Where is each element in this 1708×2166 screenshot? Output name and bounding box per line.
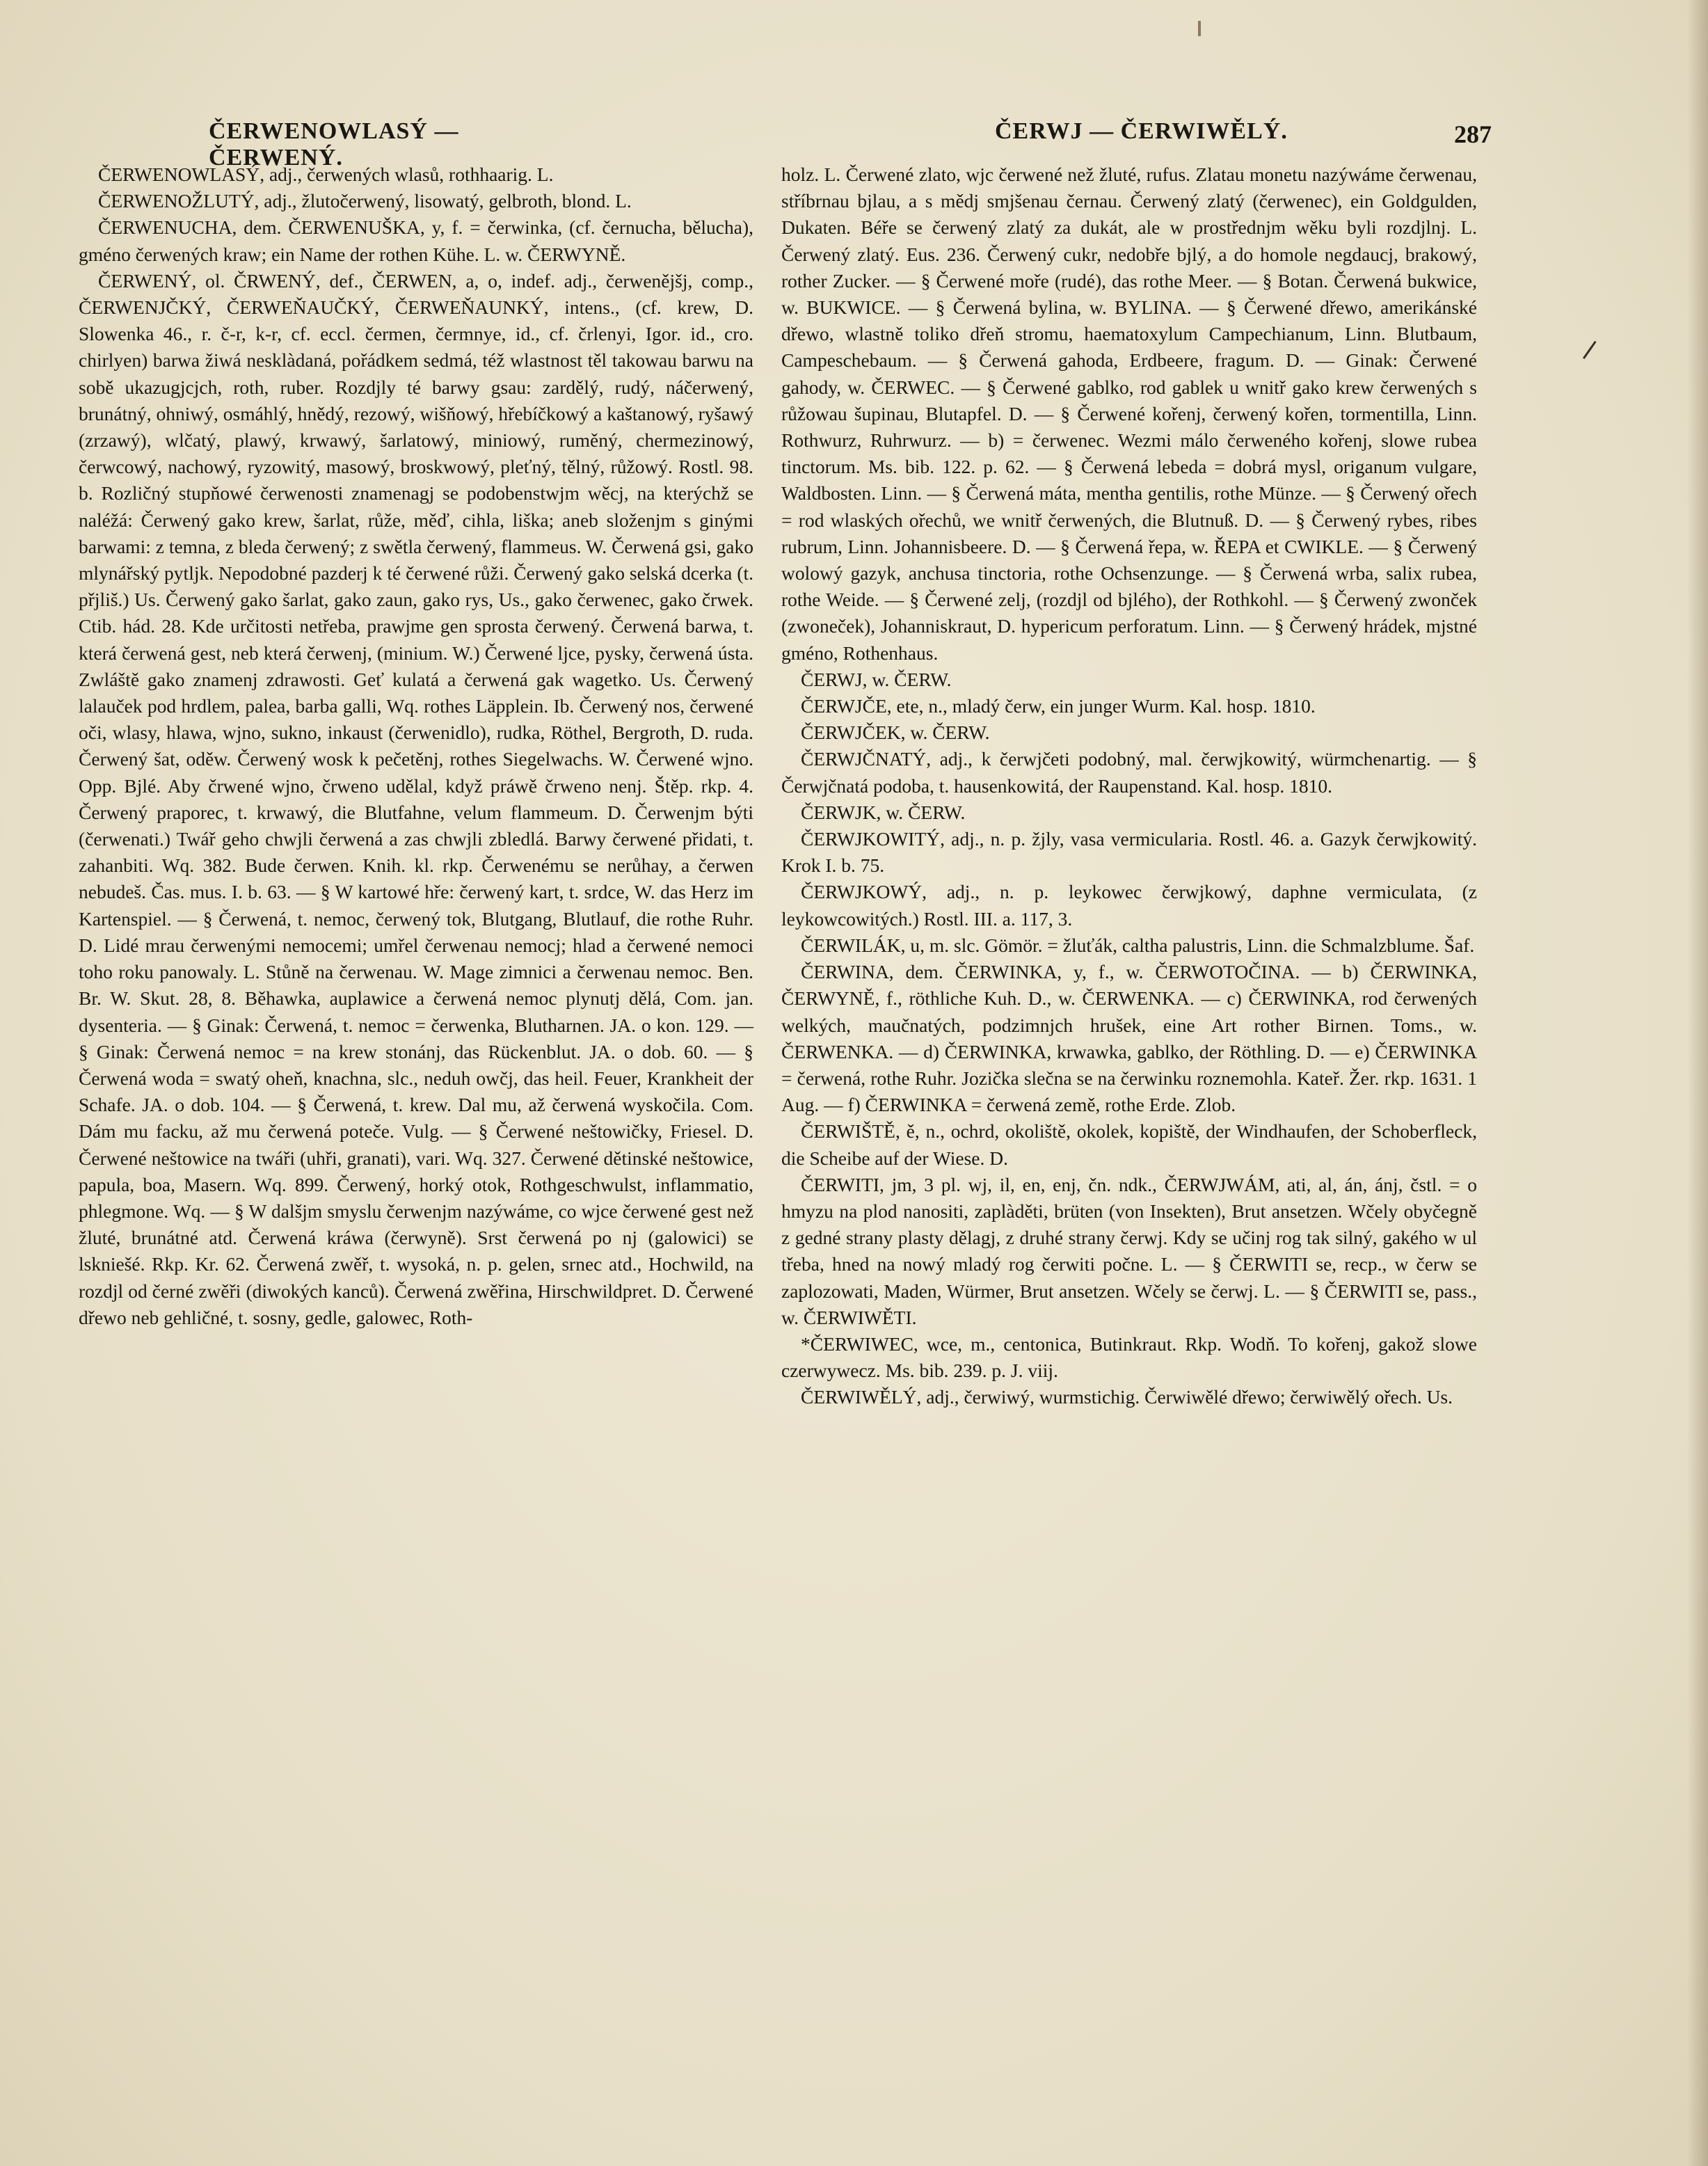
running-header-right: ČERWJ — ČERWIWĚLÝ. bbox=[995, 118, 1288, 144]
entry: ČERWENOŽLUTÝ, adj., žlutočerwený, lisowatý, gelbroth, blond. L. bbox=[98, 190, 632, 212]
running-header-left: ČERWENOWLASÝ — ČERWENÝ. bbox=[209, 118, 459, 170]
entry: ČERWINA, dem. ČERWINKA, y, f., w. ČERWOTOČINA. — b) ČERWINKA, ČERWYNĚ, f., röthliche Kuh. D., w. ČERWENKA. — c) ČERWINKA, rod čerwených welkých, maučnatých, podzimnjch hrušek, eine Art rother Birnen. Toms., w. ČERWENKA. — d) ČERWINKA, krwawka, gablko, der Röthling. D. — e) ČERWINKA = čerwená, rothe Ruhr. Jozička slečna se na čerwinku roznemohla. Kateř. Žer. rkp. 1631. 1 Aug. — f) ČERWINKA = čerwená země, rothe Erde. Zlob. bbox=[781, 961, 1477, 1116]
page-edge-shadow bbox=[1687, 0, 1708, 2166]
left-column bbox=[79, 161, 753, 1331]
entry: ČERWITI, jm, 3 pl. wj, il, en, enj, čn. ndk., ČERWJWÁM, ati, al, án, ánj, čstl. = o hmyzu na plod nanositi, zaplàděti, brüten (von Insekten), Brut ansetzen. Wčely obyčegně z gedné strany plasty dělagj, z druhé strany čerwj. Kdy se učinj rog tak silný, gakého w ul třeba, hned na nowý mladý rog čerwiti počne. L. — § ČERWITI se, recp., w čerw se zaplozowati, Maden, Würmer, Brut ansetzen. Wčely se čerwj. L. — § ČERWITI se, pass., w. ČERWIWĚTI. bbox=[781, 1173, 1477, 1328]
entry: ČERWJČEK, w. ČERW. bbox=[801, 722, 990, 744]
page-number: 287 bbox=[1454, 120, 1492, 148]
entry: ČERWJČNATÝ, adj., k čerwjčeti podobný, mal. čerwjkowitý, würmchenartig. — § Čerwjčnatá podoba, t. hausenkowitá, der Raupenstand. Kal. hosp. 1810. bbox=[781, 748, 1477, 797]
print-mark bbox=[1198, 21, 1201, 36]
right-column bbox=[781, 161, 1477, 1411]
entry: ČERWIWĚLÝ, adj., čerwiwý, wurmstichig. Čerwiwělé dřewo; čerwiwělý ořech. Us. bbox=[801, 1386, 1453, 1408]
entry: ČERWENÝ, ol. ČRWENÝ, def., ČERWEN, a, o, indef. adj., čerwenějšj, comp., ČERWENJČKÝ, ČERWEŇAUČKÝ, ČERWEŇAUNKÝ, intens., (cf. krew, D. Slowenka 46., r. č-r, k-r, cf. eccl. čermen, čermnye, id., cf. črlenyi, Igor. id., cro. chirlyen) barwa žiwá nesklàdaná, pořádkem sedmá, též wlastnost těl takowau barwu na sobě ukazugjcjch, roth, ruber. Rozdjly té barwy gsau: zardělý, rudý, náčerwený, brunátný, ohniwý, osmáhlý, hnědý, rezowý, wišňowý, hřebíčkowý a kaštanowý, ryšawý (zrzawý), wlčatý, plawý, krwawý, šarlatowý, miniowý, ruměný, chermezinowý, čerwcowý, nachowý, ryzowitý, masowý, broskwowý, pleťný, tělný, růžowý. Rostl. 98. b. Rozličný stupňowé čerwenosti znamenagj se podobenstwjm wěcj, na kterýchž se naléžá: Čerwený gako krew, šarlat, růže, měď, cihla, liška; aneb složenjm s ginými barwami: z temna, z bleda čerwený; z swětla čerwený, flammeus. W. Čerwená gsi, gako mlynářský pytljk. Nepodobné pazderj k té čerwené růži. Čerwený gako selská dcerka (t. přjliš.) Us. Čerwený gako šarlat, gako zaun, gako rys, Us., gako čerwenec, gako črwek. Ctib. hád. 28. Kde určitosti netřeba, prawjme gen sprosta čerwený. Čerwená barwa, t. která čerwená gest, neb která čerwenj, (minium. W.) Čerwené ljce, pysky, čerwená ústa. Zwláště gako znamenj zdrawosti. Geť kulatá a čerwená gak wagetko. Us. Čerwený lalauček pod hrdlem, palea, barba galli, Wq. rothes Läpplein. Ib. Čerwený nos, čerwené oči, wlasy, hlawa, wjno, sukno, inkaust (čerwenidlo), rudka, Röthel, Bergroth, D. ruda. Čerwený šat, oděw. Čerwený wosk k pečetěnj, rothes Siegelwachs. W. Čerwené wjno. Opp. Bjlé. Aby črwené wjno, črweno udělal, když práwě črweno nenj. Štěp. rkp. 4. Čerwený praporec, t. krwawý, die Blutfahne, velum flammeum. D. Čerwenjm býti (čerwenati.) Twář geho chwjli čerwená a zas chwjli zbledlá. Barwy čerwené přidati, t. zahanbiti. Wq. 382. Bude čerwen. Knih. kl. rkp. Čerwenému se nerůhay, a čerwen nebudeš. Čas. mus. I. b. 63. — § W kartowé hře: čerwený kart, t. srdce, W. das Herz im Kartenspiel. — § Čerwená, t. nemoc, čerwený tok, Blutgang, Blutlauf, die rothe Ruhr. D. Lidé mrau čerwenými nemocemi; umřel čerwenau nemocj; hlad a čerwené nemoci toho roku panowaly. L. Stůně na čerwenau. W. Mage zimnici a čerwenau nemoc. Ben. Br. W. Skut. 28, 8. Běhawka, auplawice a čerwená nemoc plynutj dělá, Com. jan. dysenteria. — § Ginak: Čerwená, t. nemoc = čerwenka, Blutharnen. JA. o kon. 129. — § Ginak: Čerwená nemoc = na krew stonánj, das Rückenblut. JA. o dob. 60. — § Čerwená woda = swatý oheň, knachna, slc., neduh owčj, das heil. Feuer, Krankheit der Schafe. JA. o dob. 104. — § Čerwená, t. krew. Dal mu, až čerwená wyskočila. Com. Dám mu facku, až mu čerwená poteče. Vulg. — § Čerwené neštowičky, Friesel. D. Čerwené neštowice na twáři (uhři, granati), vari. Wq. 327. Čerwené dětinské neštowice, papula, boa, Masern. Wq. 899. Čerwený, horký otok, Rothgeschwulst, inflammatio, phlegmone. Wq. — § W dalšjm smyslu čerwenjm nazýwáme, co wjce čerwené gest než žluté, brunátné atd. Čerwená kráwa (čerwyně). Srst čerwená po nj (galowici) se lskniešé. Rkp. Kr. 62. Čerwená zwěř, t. wysoká, n. p. gelen, srnec atd., Hochwild, na rozdjl od černé zwěři (diwokých kanců). Čerwená zwěřina, Hirschwildpret. D. Čerwené dřewo neb gehličné, t. sosny, gedle, galowec, Roth- bbox=[79, 269, 753, 1328]
entry: ČERWENOWLASÝ, adj., čerwených wlasů, rothhaarig. L. bbox=[98, 164, 554, 185]
entry: ČERWJ, w. ČERW. bbox=[801, 668, 952, 690]
entry: ČERWJKOWITÝ, adj., n. p. žjly, vasa vermicularia. Rostl. 46. a. Gazyk čerwjkowitý. Krok I. b. 75. bbox=[781, 828, 1477, 877]
entry: ČERWIŠTĚ, ě, n., ochrd, okoliště, okolek, kopiště, der Windhaufen, der Schoberfleck, die Scheibe auf der Wiese. D. bbox=[781, 1120, 1477, 1169]
entry: ČERWJK, w. ČERW. bbox=[801, 801, 966, 823]
entry: *ČERWIWEC, wce, m., centonica, Butinkraut. Rkp. Wodň. To kořenj, gakož slowe czerwywecz. Ms. bib. 239. p. J. viij. bbox=[781, 1332, 1477, 1382]
entry-continuation: holz. L. Čerwené zlato, wjc čerwené než žluté, rufus. Zlatau monetu nazýwáme čerwenau, stříbrnau bjlau, a s mědj smjšenau černau. Čerwený zlatý (čerwenec), ein Goldgulden, Dukaten. Béře se čerwený zlatý za dukát, ale w prostřednjm wěku byli rozdjlnj. L. Čerwený zlatý. Eus. 236. Čerwený cukr, nedobře bjlý, a do homole negdaucj, brakowý, rother Zucker. — § Čerwené moře (rudé), das rothe Meer. — § Botan. Čerwená bukwice, w. BUKWICE. — § Čerwená bylina, w. BYLINA. — § Čerwené dřewo, amerikánské dřewo, wlastně toliko dřeň stromu, haematoxylum Campechianum, Linn. Blutbaum, Campeschebaum. — § Čerwená gahoda, Erdbeere, fragum. D. — Ginak: Čerwené gahody, w. ČERWEC. — § Čerwené gablko, rod gablek u wnitř gako krew čerwených s růžowau šupinau, Blutapfel. D. — § Čerwené kořenj, čerwený kořen, tormentilla, Linn. Rothwurz, Ruhrwurz. — b) = čerwenec. Wezmi málo čerweného kořenj, slowe rubea tinctorum. Ms. bib. 122. p. 62. — § Čerwená lebeda = dobrá mysl, origanum vulgare, Waldbosten. Linn. — § Čerwená máta, mentha gentilis, rothe Münze. — § Čerwený ořech = rod wlaských ořechů, we wnitř čerwených, die Blutnuß. D. — § Čerwený rybes, ribes rubrum, Linn. Johannisbeere. D. — § Čerwená řepa, w. ŘEPA et CWIKLE. — § Čerwený wolowý gazyk, anchusa tinctoria, rothe Ochsenzunge. — § Čerwená wrba, salix rubea, rothe Weide. — § Čerwené zelj, (rozdjl od bjlého), der Rothkohl. — § Čerwený zwonček (zwoneček), Johanniskraut, D. hypericum perforatum. Linn. — § Čerwený hrádek, mjstné gméno, Rothenhaus. bbox=[781, 164, 1477, 664]
entry: ČERWJČE, ete, n., mladý čerw, ein junger Wurm. Kal. hosp. 1810. bbox=[801, 695, 1316, 717]
margin-pencil-mark bbox=[1583, 341, 1604, 365]
entry: ČERWILÁK, u, m. slc. Gömör. = žluťák, caltha palustris, Linn. die Schmalzblume. Šaf. bbox=[801, 934, 1475, 956]
entry: ČERWJKOWÝ, adj., n. p. leykowec čerwjkowý, daphne vermiculata, (z leykowcowitých.) Rostl. III. a. 117, 3. bbox=[781, 881, 1477, 930]
entry: ČERWENUCHA, dem. ČERWENUŠKA, y, f. = čerwinka, (cf. černucha, bělucha), gméno čerwených kraw; ein Name der rothen Kühe. L. w. ČERWYNĚ. bbox=[79, 216, 753, 265]
